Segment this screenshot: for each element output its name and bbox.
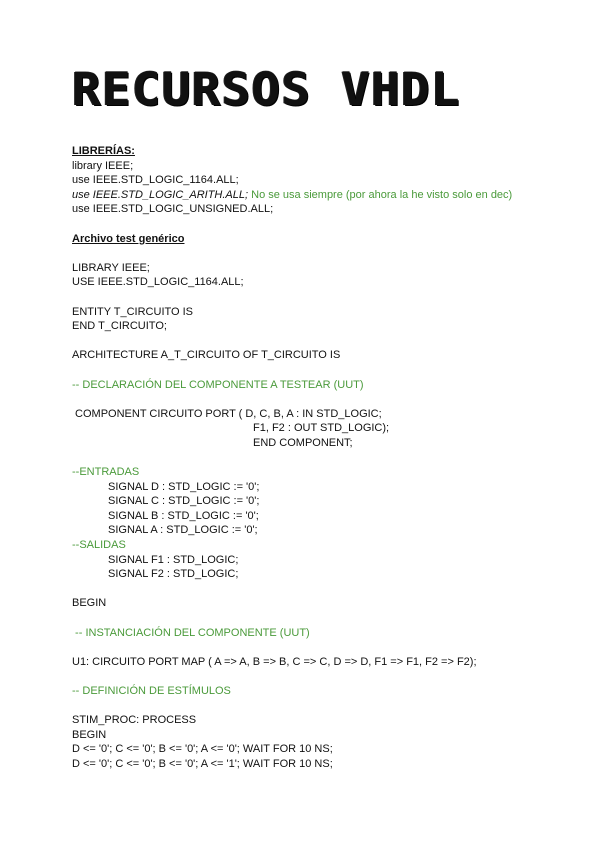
code-line: END T_CIRCUITO; bbox=[72, 320, 167, 333]
code-line: SIGNAL B : STD_LOGIC := '0'; bbox=[108, 509, 259, 522]
code-line: ENTITY T_CIRCUITO IS bbox=[72, 305, 194, 318]
code-line-arith bbox=[72, 188, 572, 203]
code-comment: --ENTRADAS bbox=[72, 466, 140, 479]
code-comment: --SALIDAS bbox=[72, 539, 126, 552]
code-line: END COMPONENT; bbox=[253, 436, 353, 449]
code-comment: -- INSTANCIACIÓN DEL COMPONENTE (UUT) bbox=[72, 626, 310, 639]
code-line: COMPONENT CIRCUITO PORT ( D, C, B, A : IN STD_LOGIC; bbox=[72, 407, 382, 420]
libraries-heading: LIBRERÍAS: bbox=[72, 145, 135, 157]
code-comment: -- DEFINICIÓN DE ESTÍMULOS bbox=[72, 684, 231, 697]
code-line: U1: CIRCUITO PORT MAP ( A => A, B => B, C => C, D => D, F1 => F1, F2 => F2); bbox=[72, 655, 477, 668]
page-title: RECURSOS VHDL bbox=[72, 63, 461, 117]
note-text: No se usa siempre (por ahora la he visto solo en dec) bbox=[248, 188, 513, 201]
code-line: SIGNAL F2 : STD_LOGIC; bbox=[108, 568, 239, 581]
code-line: use IEEE.STD_LOGIC_UNSIGNED.ALL; bbox=[72, 203, 274, 216]
code-line: BEGIN bbox=[72, 597, 107, 610]
code-line: D <= '0'; C <= '0'; B <= '0'; A <= '0'; WAIT FOR 10 NS; bbox=[72, 743, 333, 756]
code-line: D <= '0'; C <= '0'; B <= '0'; A <= '1'; WAIT FOR 10 NS; bbox=[72, 757, 333, 770]
code-line: BEGIN bbox=[72, 728, 107, 741]
code-line: F1, F2 : OUT STD_LOGIC); bbox=[253, 422, 390, 435]
code-line: SIGNAL C : STD_LOGIC := '0'; bbox=[108, 495, 260, 508]
test-file-heading: Archivo test genérico bbox=[72, 232, 185, 245]
code-line: SIGNAL F1 : STD_LOGIC; bbox=[108, 553, 239, 566]
code-line: STIM_PROC: PROCESS bbox=[72, 714, 197, 727]
code-line: USE IEEE.STD_LOGIC_1164.ALL; bbox=[72, 276, 244, 289]
code-line: library IEEE; bbox=[72, 159, 134, 172]
code-line: LIBRARY IEEE; bbox=[72, 261, 150, 274]
code-line: use IEEE.STD_LOGIC_1164.ALL; bbox=[72, 174, 239, 187]
code-line: ARCHITECTURE A_T_CIRCUITO OF T_CIRCUITO IS bbox=[72, 349, 341, 362]
code-line: SIGNAL D : STD_LOGIC := '0'; bbox=[108, 480, 260, 493]
code-comment: -- DECLARACIÓN DEL COMPONENTE A TESTEAR (UUT) bbox=[72, 378, 364, 391]
code-arith: use IEEE.STD_LOGIC_ARITH.ALL; bbox=[72, 188, 249, 201]
code-line: SIGNAL A : STD_LOGIC := '0'; bbox=[108, 524, 258, 537]
document-body bbox=[72, 144, 572, 772]
